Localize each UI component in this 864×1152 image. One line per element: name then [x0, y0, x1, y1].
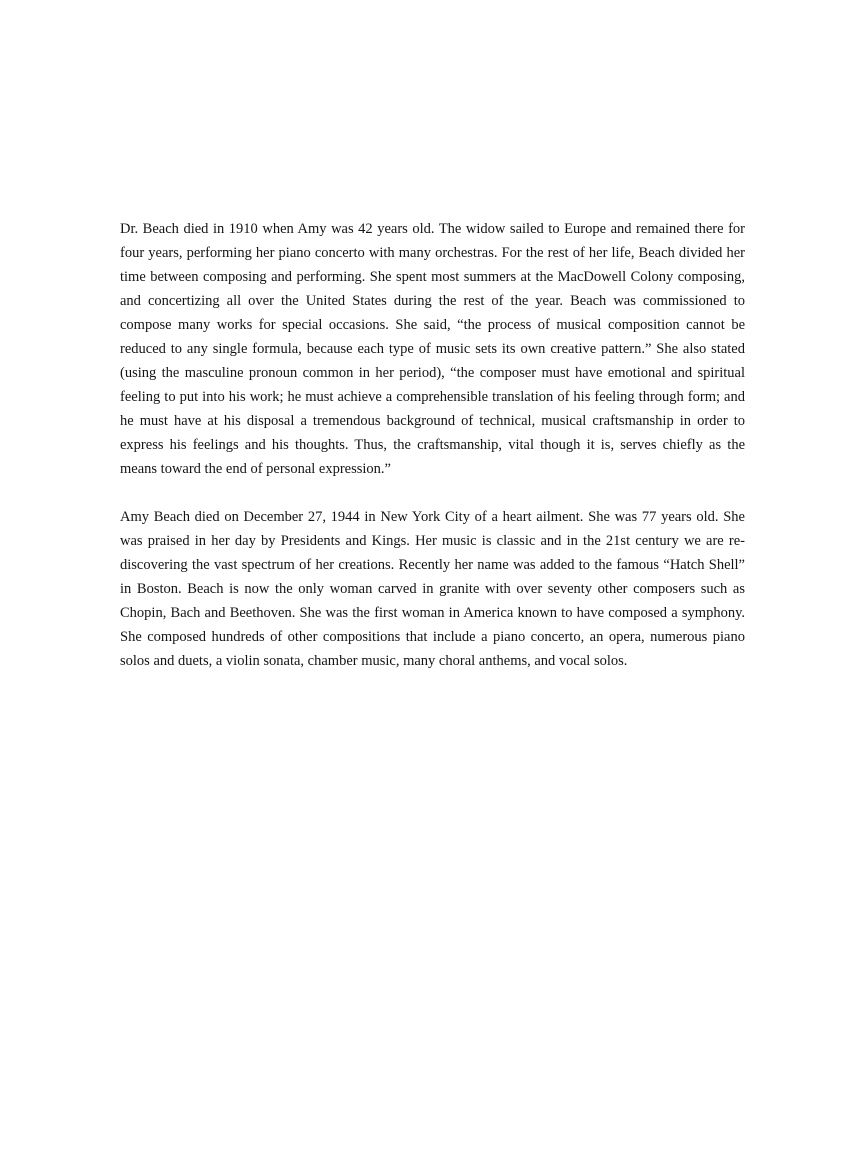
- text-block: [120, 217, 745, 673]
- paragraph-beach-death-legacy: Amy Beach died on December 27, 1944 in New York City of a heart ailment. She was 77 years old. She was praised in her day by Presidents and Kings. Her music is classic and in the 21st century we are re-discovering the vast spectrum of her creations. Recently her name was added to the famous “Hatch Shell” in Boston. Beach is now the only woman carved in granite with over seventy other composers such as Chopin, Bach and Beethoven. She was the first woman in America known to have composed a symphony. She composed hundreds of other compositions that include a piano concerto, an opera, numerous piano solos and duets, a violin sonata, chamber music, many choral anthems, and vocal solos.: [120, 509, 745, 669]
- paragraph-beach-widow-years: Dr. Beach died in 1910 when Amy was 42 years old. The widow sailed to Europe and remained there for four years, performing her piano concerto with many orchestras. For the rest of her life, Beach divided her time between composing and performing. She spent most summers at the MacDowell Colony composing, and concertizing all over the United States during the rest of the year. Beach was commissioned to compose many works for special occasions. She said, “the process of musical composition cannot be reduced to any single formula, because each type of music sets its own creative pattern.” She also stated (using the masculine pronoun common in her period), “the composer must have emotional and spiritual feeling to put into his work; he must achieve a comprehensible translation of his feeling through form; and he must have at his disposal a tremendous background of technical, musical craftsmanship in order to express his feelings and his thoughts. Thus, the craftsmanship, vital though it is, serves chiefly as the means toward the end of personal expression.”: [120, 221, 745, 477]
